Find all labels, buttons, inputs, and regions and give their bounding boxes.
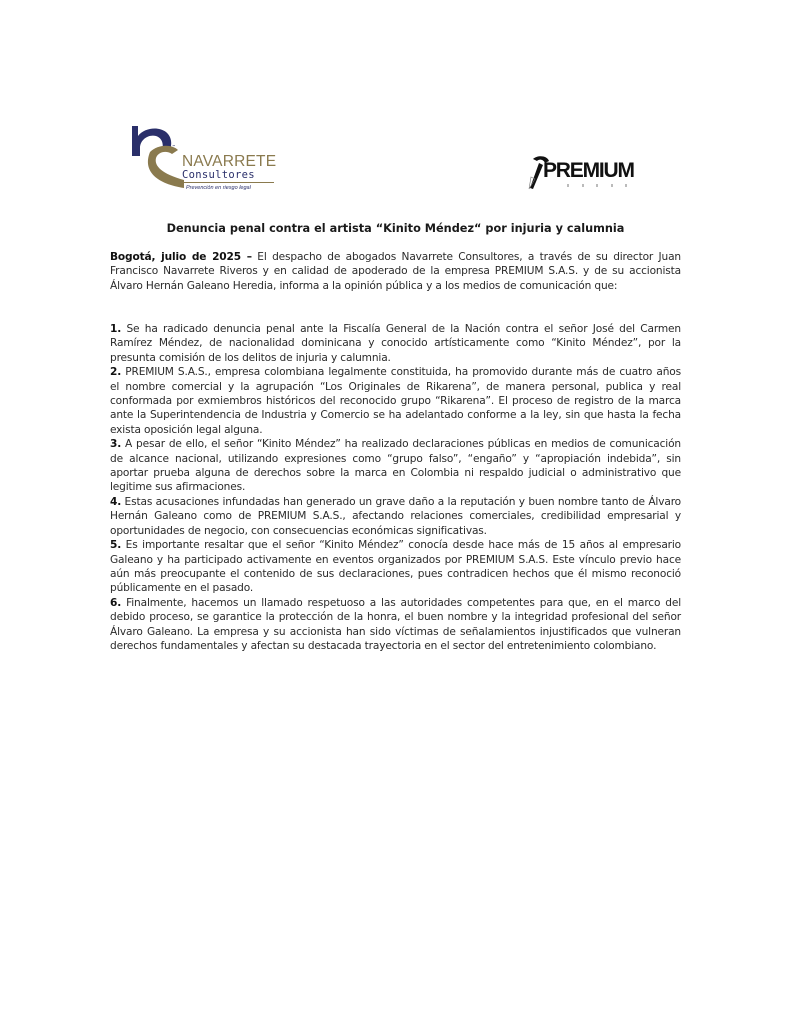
item-text: Estas acusaciones infundadas han generado un grave daño a la reputación y buen nombre tanto de Álvaro Hernán Galeano como de PREMIUM S.A.S., afectando relaciones comerciales, credibilidad empresarial y oportunidades de negocio, con consecuencias económicas significativas.: [110, 495, 681, 537]
item-text: Se ha radicado denuncia penal ante la Fiscalía General de la Nación contra el señor José del Carmen Ramírez Méndez, de nacionalidad dominicana y conocido artísticamente como “Kinito Méndez”, por la presunta comisión de los delitos de injuria y calumnia.: [110, 323, 681, 364]
list-item: [110, 322, 681, 365]
item-number: 1.: [110, 323, 122, 335]
navarrete-logo-name: NAVARRETE: [182, 153, 277, 170]
list-item: [110, 538, 681, 596]
premium-logo-name: PREMIUM: [543, 159, 634, 182]
list-item: [110, 596, 681, 654]
list-item: [110, 495, 681, 538]
premium-logo-tagline: [567, 184, 627, 187]
item-text: A pesar de ello, el señor “Kinito Méndez” ha realizado declaraciones públicas en medios de comunicación de alcance nacional, utilizando expresiones como “grupo falso”, “engaño” y “apropiación indebida”, sin aportar prueba alguna de derechos sobre la marca en Colombia ni respaldo judicial o administrativo que legitime sus afirmaciones.: [110, 438, 681, 494]
navarrete-logo-tagline: Prevención en riesgo legal: [186, 185, 251, 191]
item-number: 2.: [110, 366, 122, 379]
list-item: [110, 437, 681, 495]
item-number: 4.: [110, 495, 122, 508]
premium-logo: [527, 153, 642, 195]
navarrete-logo-rule: [182, 182, 274, 183]
intro-paragraph: [110, 250, 681, 293]
item-text: Es importante resaltar que el señor “Kinito Méndez” conocía desde hace más de 15 años al empresario Galeano y ha participado activamente en eventos organizados por PREMIUM S.A.S. Este vínculo previo hace aún más preocupante el contenido de sus declaraciones, pues contradicen hechos que él mismo reconoció públicamente en el pasado.: [110, 539, 681, 595]
navarrete-logo-subname: Consultores: [182, 169, 255, 181]
item-number: 6.: [110, 596, 122, 609]
numbered-list: [110, 322, 681, 653]
intro-text: El despacho de abogados Navarrete Consultores, a través de su director Juan Francisco Navarrete Riveros y en calidad de apoderado de la empresa PREMIUM S.A.S. y de su accionista Álvaro Hernán Galeano Heredia, informa a la opinión pública y a los medios de comunicación que:: [110, 251, 681, 292]
dateline: Bogotá, julio de 2025 –: [110, 251, 252, 263]
item-text: PREMIUM S.A.S., empresa colombiana legalmente constituida, ha promovido durante más de cuatro años el nombre comercial y la agrupación “Los Originales de Rikarena”, de manera personal, publica y real conformada por exmiembros históricos del reconocido grupo “Rikarena”. El proceso de registro de la marca ante la Superintendencia de Industria y Comercio se ha adelantado conforme a la ley, sin que hasta la fecha exista oposición legal alguna.: [110, 366, 681, 436]
item-number: 3.: [110, 438, 122, 451]
navarrete-consultores-logo: [128, 122, 288, 194]
navarrete-monogram-icon: [128, 122, 184, 190]
svg-text:™: ™: [172, 144, 176, 149]
document-title: Denuncia penal contra el artista “Kinito Méndez“ por injuria y calumnia: [166, 222, 625, 235]
list-item: [110, 365, 681, 437]
item-number: 5.: [110, 539, 122, 552]
item-text: Finalmente, hacemos un llamado respetuoso a las autoridades competentes para que, en el marco del debido proceso, se garantice la protección de la honra, el buen nombre y la integridad profesional del señor Álvaro Galeano. La empresa y su accionista han sido víctimas de señalamientos injustificados que vulneran derechos fundamentales y afectan su destacada trayectoria en el sector del entretenimiento colombiano.: [110, 596, 681, 652]
